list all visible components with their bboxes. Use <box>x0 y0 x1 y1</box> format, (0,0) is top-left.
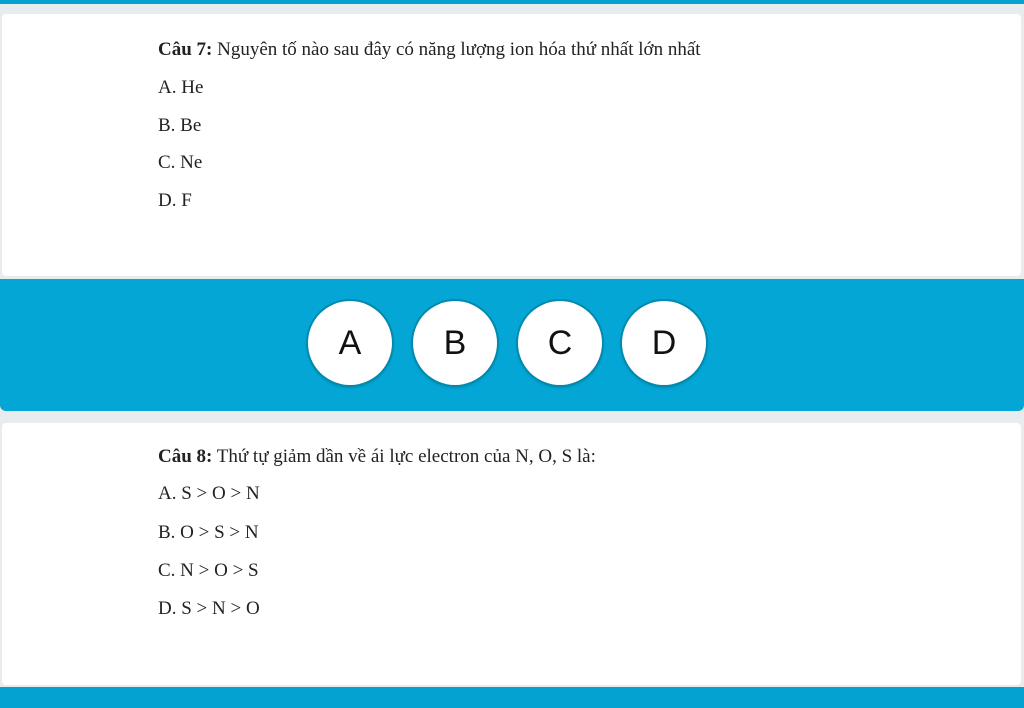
question-7-option-d: D. F <box>158 190 192 211</box>
question-7-option-c: C. Ne <box>158 152 203 173</box>
answer-button-c[interactable]: C <box>518 301 602 385</box>
question-8-option-a: A. S > O > N <box>158 483 260 504</box>
answer-button-b[interactable]: B <box>413 301 497 385</box>
question-8-option-d: D. S > N > O <box>158 598 260 619</box>
question-7-card <box>2 14 1021 276</box>
question-7-option-a: A. He <box>158 77 204 98</box>
answer-selection-bar <box>0 279 1024 411</box>
question-8-card <box>2 423 1021 685</box>
question-8-title <box>158 445 596 469</box>
top-accent-strip <box>0 0 1024 4</box>
question-8-label: Câu 8: <box>158 446 213 467</box>
question-7-title <box>158 38 701 62</box>
question-8-option-c: C. N > O > S <box>158 560 259 581</box>
question-7-text: Nguyên tố nào sau đây có năng lượng ion hóa thứ nhất lớn nhất <box>212 39 701 60</box>
question-7-option-b: B. Be <box>158 115 202 136</box>
answer-button-d[interactable]: D <box>622 301 706 385</box>
question-8-option-b: B. O > S > N <box>158 522 259 543</box>
answer-button-a[interactable]: A <box>308 301 392 385</box>
bottom-accent-strip <box>0 687 1024 708</box>
question-8-text: Thứ tự giảm dần về ái lực electron của N, O, S là: <box>212 446 596 467</box>
question-7-label: Câu 7: <box>158 39 213 60</box>
